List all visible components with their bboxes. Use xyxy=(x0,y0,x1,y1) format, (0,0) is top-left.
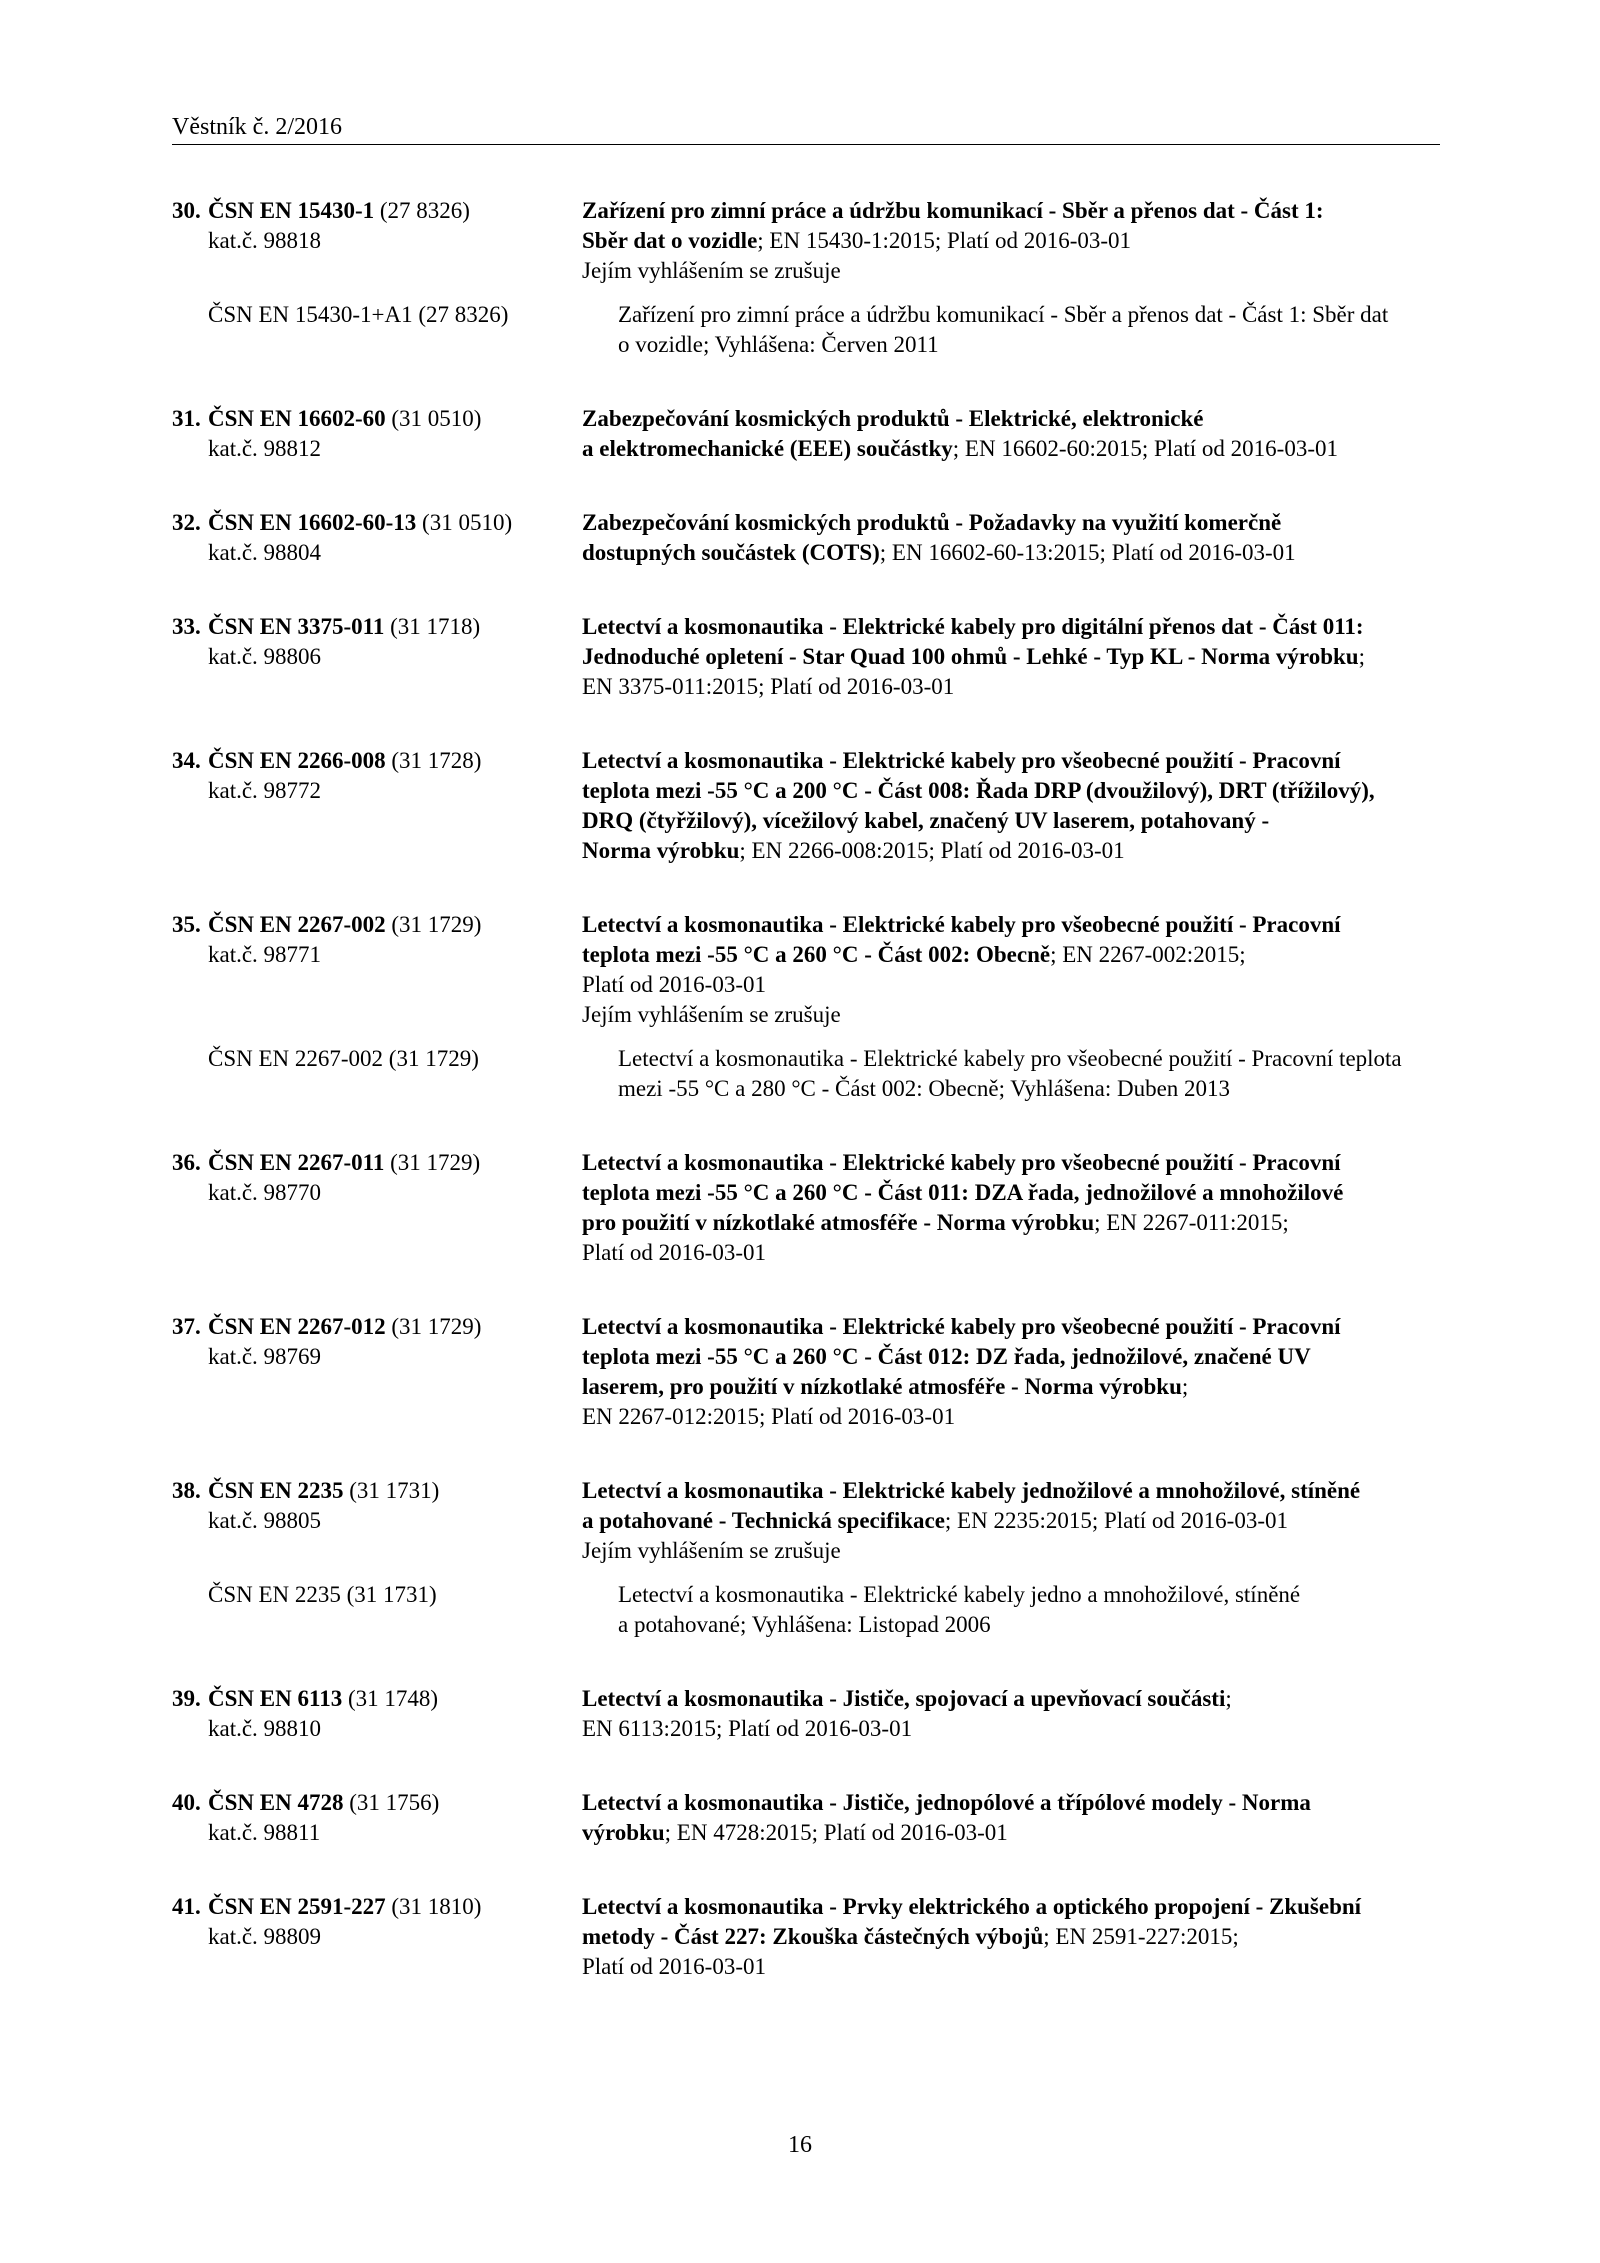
standard-entry xyxy=(172,612,1440,702)
description-line xyxy=(582,226,1440,256)
entry-description xyxy=(582,1788,1440,1848)
description-line xyxy=(582,196,1440,226)
description-detail-part: EN 2267-012:2015; Platí od 2016-03-01 xyxy=(582,1404,956,1429)
entry-code-line xyxy=(172,1788,582,1818)
standard-code: ČSN EN 16602-60-13 xyxy=(208,510,417,535)
description-line xyxy=(582,1178,1440,1208)
description-line xyxy=(582,1952,1440,1982)
classification-code: (31 1729) xyxy=(385,1314,482,1339)
description-detail-part: ; xyxy=(1225,1686,1232,1711)
description-title-part: Letectví a kosmonautika - Elektrické kabely jednožilové a mnohožilové, stíněné xyxy=(582,1478,1361,1503)
entry-code-line xyxy=(172,404,582,434)
classification-code: (31 1731) xyxy=(343,1478,440,1503)
catalog-number: kat.č. 98810 xyxy=(208,1716,322,1741)
replaced-standard-description xyxy=(618,1044,1476,1104)
standard-code: ČSN EN 2235 xyxy=(208,1478,344,1503)
entry-number: 30. xyxy=(172,198,201,223)
entry-row xyxy=(172,1148,1440,1268)
description-detail-part: ; EN 4728:2015; Platí od 2016-03-01 xyxy=(664,1820,1008,1845)
page-header xyxy=(172,112,1440,145)
description-detail-part: Platí od 2016-03-01 xyxy=(582,1954,766,1979)
description-title-part: Zabezpečování kosmických produktů - Elektrické, elektronické xyxy=(582,406,1204,431)
description-title-part: Letectví a kosmonautika - Jističe, jednopólové a třípólové modely - Norma xyxy=(582,1790,1311,1815)
description-line xyxy=(582,1536,1440,1566)
entry-number: 36. xyxy=(172,1150,201,1175)
entry-code-column xyxy=(172,1892,582,1982)
catalog-number: kat.č. 98806 xyxy=(208,644,322,669)
description-detail-part: Jejím vyhlášením se zrušuje xyxy=(582,258,841,283)
description-detail-part: Platí od 2016-03-01 xyxy=(582,972,766,997)
classification-code: (31 1729) xyxy=(384,1150,481,1175)
description-title-part: a elektromechanické (EEE) součástky xyxy=(582,436,953,461)
description-line xyxy=(582,746,1440,776)
entry-description xyxy=(582,1312,1440,1432)
description-title-part: Letectví a kosmonautika - Elektrické kabely pro všeobecné použití - Pracovní xyxy=(582,748,1341,773)
replaced-standard-code: ČSN EN 15430-1+A1 (27 8326) xyxy=(208,302,509,327)
description-detail-part: ; EN 2267-011:2015; xyxy=(1094,1210,1289,1235)
entry-code-line xyxy=(172,196,582,226)
classification-code: (27 8326) xyxy=(374,198,470,223)
entry-code-column xyxy=(172,404,582,464)
description-title-part: laserem, pro použití v nízkotlaké atmosféře - Norma výrobku xyxy=(582,1374,1182,1399)
entry-code-column xyxy=(172,746,582,866)
catalog-number: kat.č. 98804 xyxy=(208,540,322,565)
entry-row xyxy=(172,746,1440,866)
description-detail-part: ; EN 2591-227:2015; xyxy=(1043,1924,1239,1949)
description-title-part: teplota mezi -55 °C a 200 °C - Část 008: Řada DRP (dvoužilový), DRT (třížilový), xyxy=(582,778,1375,803)
standard-entry xyxy=(172,1312,1440,1432)
entry-row xyxy=(172,1684,1440,1744)
entry-code-line xyxy=(172,612,582,642)
description-title-part: Zabezpečování kosmických produktů - Požadavky na využití komerčně xyxy=(582,510,1282,535)
standard-code: ČSN EN 2267-011 xyxy=(208,1150,385,1175)
entry-number: 31. xyxy=(172,406,201,431)
standard-entry xyxy=(172,508,1440,568)
entry-row xyxy=(172,1788,1440,1848)
description-title-part: Letectví a kosmonautika - Elektrické kabely pro všeobecné použití - Pracovní xyxy=(582,1314,1341,1339)
classification-code: (31 0510) xyxy=(416,510,513,535)
description-detail-part: ; EN 16602-60:2015; Platí od 2016-03-01 xyxy=(952,436,1338,461)
standard-code: ČSN EN 2591-227 xyxy=(208,1894,386,1919)
description-title-part: Letectví a kosmonautika - Prvky elektrického a optického propojení - Zkušební xyxy=(582,1894,1362,1919)
standard-entry xyxy=(172,1788,1440,1848)
entry-row xyxy=(172,404,1440,464)
catalog-number: kat.č. 98805 xyxy=(208,1508,322,1533)
catalog-number: kat.č. 98771 xyxy=(208,942,322,967)
entry-description xyxy=(582,1684,1440,1744)
entry-number: 37. xyxy=(172,1314,201,1339)
description-title-part: teplota mezi -55 °C a 260 °C - Část 012: DZ řada, jednožilové, značené UV xyxy=(582,1344,1311,1369)
description-line xyxy=(582,672,1440,702)
description-line xyxy=(582,1818,1440,1848)
description-line: Letectví a kosmonautika - Elektrické kabely pro všeobecné použití - Pracovní teplota xyxy=(618,1046,1402,1071)
description-title-part: dostupných součástek (COTS) xyxy=(582,540,880,565)
entry-code-line xyxy=(172,508,582,538)
entry-number: 41. xyxy=(172,1894,201,1919)
description-line xyxy=(582,434,1440,464)
entry-code-line xyxy=(172,1148,582,1178)
page-title: Věstník č. 2/2016 xyxy=(172,114,342,140)
entry-row xyxy=(172,1892,1440,1982)
entry-code-line xyxy=(172,1476,582,1506)
entry-description xyxy=(582,1892,1440,1982)
catalog-number: kat.č. 98772 xyxy=(208,778,322,803)
entry-code-column xyxy=(172,1684,582,1744)
standard-entry xyxy=(172,1148,1440,1268)
description-line xyxy=(582,1372,1440,1402)
description-title-part: Sběr dat o vozidle xyxy=(582,228,758,253)
standard-code: ČSN EN 3375-011 xyxy=(208,614,385,639)
standard-code: ČSN EN 16602-60 xyxy=(208,406,386,431)
description-title-part: teplota mezi -55 °C a 260 °C - Část 002: Obecně xyxy=(582,942,1051,967)
standard-entry xyxy=(172,1684,1440,1744)
entry-row xyxy=(172,1312,1440,1432)
description-line xyxy=(582,970,1440,1000)
entry-code-line xyxy=(172,1684,582,1714)
standard-code: ČSN EN 2266-008 xyxy=(208,748,386,773)
description-line xyxy=(582,836,1440,866)
entry-number: 38. xyxy=(172,1478,201,1503)
page-number: 16 xyxy=(788,2132,812,2158)
standards-list xyxy=(172,196,1440,2026)
description-detail-part: EN 3375-011:2015; Platí od 2016-03-01 xyxy=(582,674,955,699)
entry-number: 39. xyxy=(172,1686,201,1711)
description-line xyxy=(582,1788,1440,1818)
entry-row xyxy=(172,612,1440,702)
entry-number: 34. xyxy=(172,748,201,773)
standard-entry xyxy=(172,910,1440,1104)
description-line: Letectví a kosmonautika - Elektrické kabely jedno a mnohožilové, stíněné xyxy=(618,1582,1301,1607)
description-detail-part: Jejím vyhlášením se zrušuje xyxy=(582,1538,841,1563)
classification-code: (31 0510) xyxy=(385,406,482,431)
description-detail-part: ; EN 2266-008:2015; Platí od 2016-03-01 xyxy=(739,838,1125,863)
classification-code: (31 1810) xyxy=(385,1894,482,1919)
description-line: a potahované; Vyhlášena: Listopad 2006 xyxy=(618,1612,991,1637)
description-line xyxy=(582,508,1440,538)
entry-description xyxy=(582,508,1440,568)
description-detail-part: ; xyxy=(1181,1374,1189,1399)
description-title-part: pro použití v nízkotlaké atmosféře - Norma výrobku xyxy=(582,1210,1095,1235)
description-line xyxy=(582,1922,1440,1952)
entry-description xyxy=(582,1476,1440,1566)
classification-code: (31 1718) xyxy=(384,614,481,639)
classification-code: (31 1729) xyxy=(385,912,482,937)
description-title-part: metody - Část 227: Zkouška částečných výbojů xyxy=(582,1924,1044,1949)
entry-number: 40. xyxy=(172,1790,201,1815)
entry-description xyxy=(582,404,1440,464)
description-line xyxy=(582,256,1440,286)
entry-description xyxy=(582,196,1440,286)
description-title-part: Letectví a kosmonautika - Jističe, spojovací a upevňovací součásti xyxy=(582,1686,1226,1711)
description-detail-part: ; EN 2267-002:2015; xyxy=(1050,942,1246,967)
description-line xyxy=(582,1312,1440,1342)
description-line xyxy=(582,1892,1440,1922)
description-line xyxy=(582,538,1440,568)
description-detail-part: EN 6113:2015; Platí od 2016-03-01 xyxy=(582,1716,913,1741)
description-title-part: Letectví a kosmonautika - Elektrické kabely pro všeobecné použití - Pracovní xyxy=(582,912,1341,937)
entry-code-line xyxy=(172,746,582,776)
description-detail-part: Platí od 2016-03-01 xyxy=(582,1240,766,1265)
entry-description xyxy=(582,910,1440,1030)
description-title-part: Letectví a kosmonautika - Elektrické kabely pro všeobecné použití - Pracovní xyxy=(582,1150,1341,1175)
description-detail-part: Jejím vyhlášením se zrušuje xyxy=(582,1002,841,1027)
description-line xyxy=(582,910,1440,940)
description-line xyxy=(582,1684,1440,1714)
classification-code: (31 1728) xyxy=(385,748,482,773)
standard-entry xyxy=(172,1476,1440,1640)
description-line xyxy=(582,1000,1440,1030)
description-title-part: Zařízení pro zimní práce a údržbu komunikací - Sběr a přenos dat - Část 1: xyxy=(582,198,1324,223)
description-line xyxy=(582,1208,1440,1238)
replaced-standard-row xyxy=(172,1044,1440,1104)
description-title-part: Letectví a kosmonautika - Elektrické kabely pro digitální přenos dat - Část 011: xyxy=(582,614,1364,639)
standard-entry xyxy=(172,1892,1440,1982)
entry-code-line xyxy=(172,910,582,940)
catalog-number: kat.č. 98770 xyxy=(208,1180,322,1205)
entry-code-column xyxy=(172,1788,582,1848)
description-line xyxy=(582,1148,1440,1178)
standard-entry xyxy=(172,196,1440,360)
description-line xyxy=(582,612,1440,642)
description-line xyxy=(582,1342,1440,1372)
entry-row xyxy=(172,508,1440,568)
catalog-number: kat.č. 98818 xyxy=(208,228,322,253)
catalog-number: kat.č. 98809 xyxy=(208,1924,322,1949)
entry-code-column xyxy=(172,508,582,568)
description-title-part: a potahované - Technická specifikace xyxy=(582,1508,945,1533)
standard-code: ČSN EN 2267-012 xyxy=(208,1314,386,1339)
entry-code-column xyxy=(172,910,582,1030)
entry-code-column xyxy=(172,1148,582,1268)
entry-row xyxy=(172,1476,1440,1566)
catalog-number: kat.č. 98811 xyxy=(208,1820,321,1845)
description-line xyxy=(582,940,1440,970)
description-line: mezi -55 °C a 280 °C - Část 002: Obecně; Vyhlášena: Duben 2013 xyxy=(618,1076,1231,1101)
entry-row xyxy=(172,196,1440,286)
description-line xyxy=(582,404,1440,434)
entry-number: 32. xyxy=(172,510,201,535)
standard-code: ČSN EN 6113 xyxy=(208,1686,343,1711)
description-line xyxy=(582,1476,1440,1506)
description-line: Zařízení pro zimní práce a údržbu komunikací - Sběr a přenos dat - Část 1: Sběr dat xyxy=(618,302,1389,327)
entry-code-column xyxy=(172,1476,582,1566)
entry-code-column xyxy=(172,196,582,286)
description-line xyxy=(582,1506,1440,1536)
description-line: o vozidle; Vyhlášena: Červen 2011 xyxy=(618,332,939,357)
standard-entry xyxy=(172,404,1440,464)
entry-number: 33. xyxy=(172,614,201,639)
catalog-number: kat.č. 98769 xyxy=(208,1344,322,1369)
entry-code-line xyxy=(172,1312,582,1342)
description-line xyxy=(582,1238,1440,1268)
entry-code-column xyxy=(172,612,582,702)
classification-code: (31 1756) xyxy=(343,1790,440,1815)
replaced-standard-description xyxy=(618,1580,1476,1640)
catalog-number: kat.č. 98812 xyxy=(208,436,322,461)
entry-code-column xyxy=(172,1312,582,1432)
description-detail-part: ; xyxy=(1358,644,1365,669)
description-detail-part: ; EN 2235:2015; Platí od 2016-03-01 xyxy=(944,1508,1288,1533)
replaced-standard-row xyxy=(172,300,1440,360)
replaced-standard-description xyxy=(618,300,1476,360)
description-line xyxy=(582,806,1440,836)
replaced-standard-code: ČSN EN 2267-002 (31 1729) xyxy=(208,1046,479,1071)
description-title-part: Norma výrobku xyxy=(582,838,740,863)
description-detail-part: ; EN 15430-1:2015; Platí od 2016-03-01 xyxy=(757,228,1132,253)
replaced-standard-row xyxy=(172,1580,1440,1640)
description-line xyxy=(582,1402,1440,1432)
description-title-part: teplota mezi -55 °C a 260 °C - Část 011: DZA řada, jednožilové a mnohožilové xyxy=(582,1180,1344,1205)
entry-description xyxy=(582,1148,1440,1268)
standard-code: ČSN EN 15430-1 xyxy=(208,198,375,223)
entry-description xyxy=(582,612,1440,702)
description-detail-part: ; EN 16602-60-13:2015; Platí od 2016-03-01 xyxy=(879,540,1296,565)
description-line xyxy=(582,642,1440,672)
entry-code-line xyxy=(172,1892,582,1922)
entry-number: 35. xyxy=(172,912,201,937)
classification-code: (31 1748) xyxy=(342,1686,439,1711)
standard-entry xyxy=(172,746,1440,866)
description-line xyxy=(582,1714,1440,1744)
entry-description xyxy=(582,746,1440,866)
entry-row xyxy=(172,910,1440,1030)
description-title-part: Jednoduché opletení - Star Quad 100 ohmů - Lehké - Typ KL - Norma výrobku xyxy=(582,644,1359,669)
description-line xyxy=(582,776,1440,806)
standard-code: ČSN EN 2267-002 xyxy=(208,912,386,937)
replaced-standard-code: ČSN EN 2235 (31 1731) xyxy=(208,1582,437,1607)
description-title-part: výrobku xyxy=(582,1820,665,1845)
description-title-part: DRQ (čtyřžilový), vícežilový kabel, značený UV laserem, potahovaný - xyxy=(582,808,1270,833)
standard-code: ČSN EN 4728 xyxy=(208,1790,344,1815)
